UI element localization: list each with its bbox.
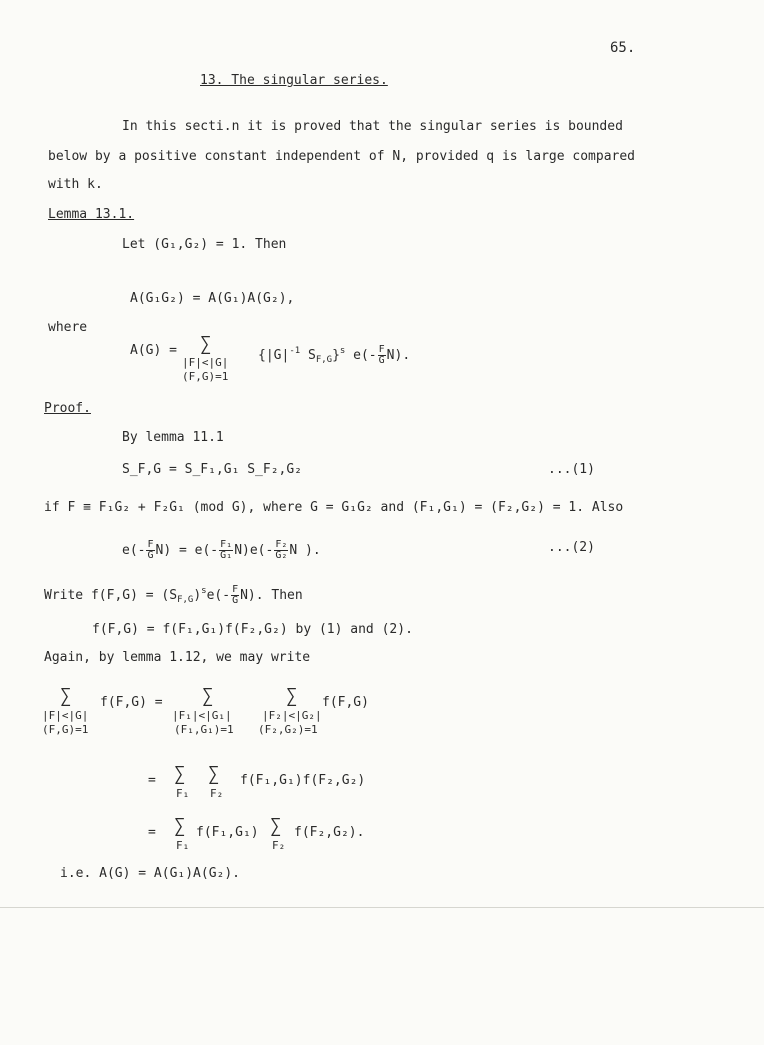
fraction-f1-over-g1: $\frac{\text{F₁}}{\text{G₁}}$ (220, 539, 233, 561)
sum-symbol: ∑ (202, 685, 214, 707)
big-equation-line3-term1: f(F₁,G₁) (196, 825, 259, 840)
if-line: if F ≡ F₁G₂ + F₂G₁ (mod G), where G = G₁G₂ and (F₁,G₁) = (F₂,G₂) = 1. Also (44, 500, 624, 515)
equation-a-product: A(G₁G₂) = A(G₁)A(G₂), (130, 291, 295, 306)
sum-symbol: ∑ (174, 815, 186, 837)
write-line: Write $f(F,G) = (S_{F,G})^se(-$ $\frac{F}{G}$ N). Then (44, 584, 303, 606)
big-equation-line2-equals: = (148, 773, 156, 788)
fraction-f-over-g: $\frac{F}{G}$ (147, 539, 154, 561)
lemma-heading: Lemma 13.1. (48, 207, 135, 222)
intro-line-3: with k. (48, 177, 103, 192)
equation-1-label: ...(1) (548, 462, 595, 477)
proof-heading: Proof. (44, 401, 91, 416)
big-equation-line3-equals: = (148, 825, 156, 840)
sum-limit-top: |F₂|<|G₂| (262, 709, 322, 722)
by-lemma: By lemma 11.1 (122, 430, 224, 445)
equation-a-body: {$|G|^{-1}$ $S_{F,G}\}^s$ e(- $\frac{F}{G}$ N). (258, 344, 411, 366)
fraction-f-over-g: $\frac{F}{G}$ (232, 584, 239, 606)
equation-a-lhs: A(G) = (130, 343, 177, 358)
equation-1: S_F,G = S_F₁,G₁ S_F₂,G₂ (122, 462, 303, 477)
sum-index-f2: F₂ (210, 787, 224, 800)
sum-symbol: ∑ (270, 815, 282, 837)
ie-line: i.e. A(G) = A(G₁)A(G₂). (60, 866, 241, 881)
big-equation-lhs-term: f(F,G) = (100, 695, 163, 710)
lemma-let: Let (G₁,G₂) = 1. Then (122, 237, 287, 252)
sum-limit-top: |F₁|<|G₁| (172, 709, 232, 722)
section-title: 13. The singular series. (200, 73, 388, 88)
fraction-f-over-g: $\frac{F}{G}$ (378, 344, 385, 366)
f-product-line: f(F,G) = f(F₁,G₁)f(F₂,G₂) by (1) and (2). (92, 622, 413, 637)
where-label: where (48, 320, 88, 335)
sum-limit-bottom: (F₂,G₂)=1 (258, 723, 318, 736)
sum-index-f1: F₁ (176, 839, 190, 852)
sum-symbol: ∑ (60, 685, 72, 707)
sum-limit-top: |F|<|G| (182, 356, 229, 369)
intro-line-2: below by a positive constant independent of N, provided q is large compared (48, 149, 635, 164)
sum-symbol: ∑ (208, 763, 220, 785)
big-equation-rhs-term: f(F,G) (322, 695, 369, 710)
sum-symbol: ∑ (286, 685, 298, 707)
sum-limit-bottom: (F₁,G₁)=1 (174, 723, 234, 736)
sum-symbol: ∑ (200, 333, 212, 355)
sum-index-f1: F₁ (176, 787, 190, 800)
equation-2-label: ...(2) (548, 540, 595, 555)
big-equation-line2-term: f(F₁,G₁)f(F₂,G₂) (240, 773, 366, 788)
sum-limit-bottom: (F,G)=1 (42, 723, 89, 736)
sum-symbol: ∑ (174, 763, 186, 785)
sum-limit-bottom: (F,G)=1 (182, 370, 229, 383)
sum-limit-top: |F|<|G| (42, 709, 89, 722)
page-number: 65. (610, 40, 636, 56)
again-line: Again, by lemma 1.12, we may write (44, 650, 311, 665)
equation-2: e(- $\frac{F}{G}$ N) = e(- $\frac{\text{F₁}}{\text{G₁}}$ N)e(- $\frac{\text{F₂}}{\text{G₂}}$ N ). (122, 539, 321, 561)
big-equation-line3-term2: f(F₂,G₂). (294, 825, 365, 840)
intro-line-1: In this secti.n it is proved that the singular series is bounded (122, 119, 623, 134)
sum-index-f2: F₂ (272, 839, 286, 852)
page-edge (0, 907, 764, 908)
fraction-f2-over-g2: $\frac{\text{F₂}}{\text{G₂}}$ (275, 539, 288, 561)
